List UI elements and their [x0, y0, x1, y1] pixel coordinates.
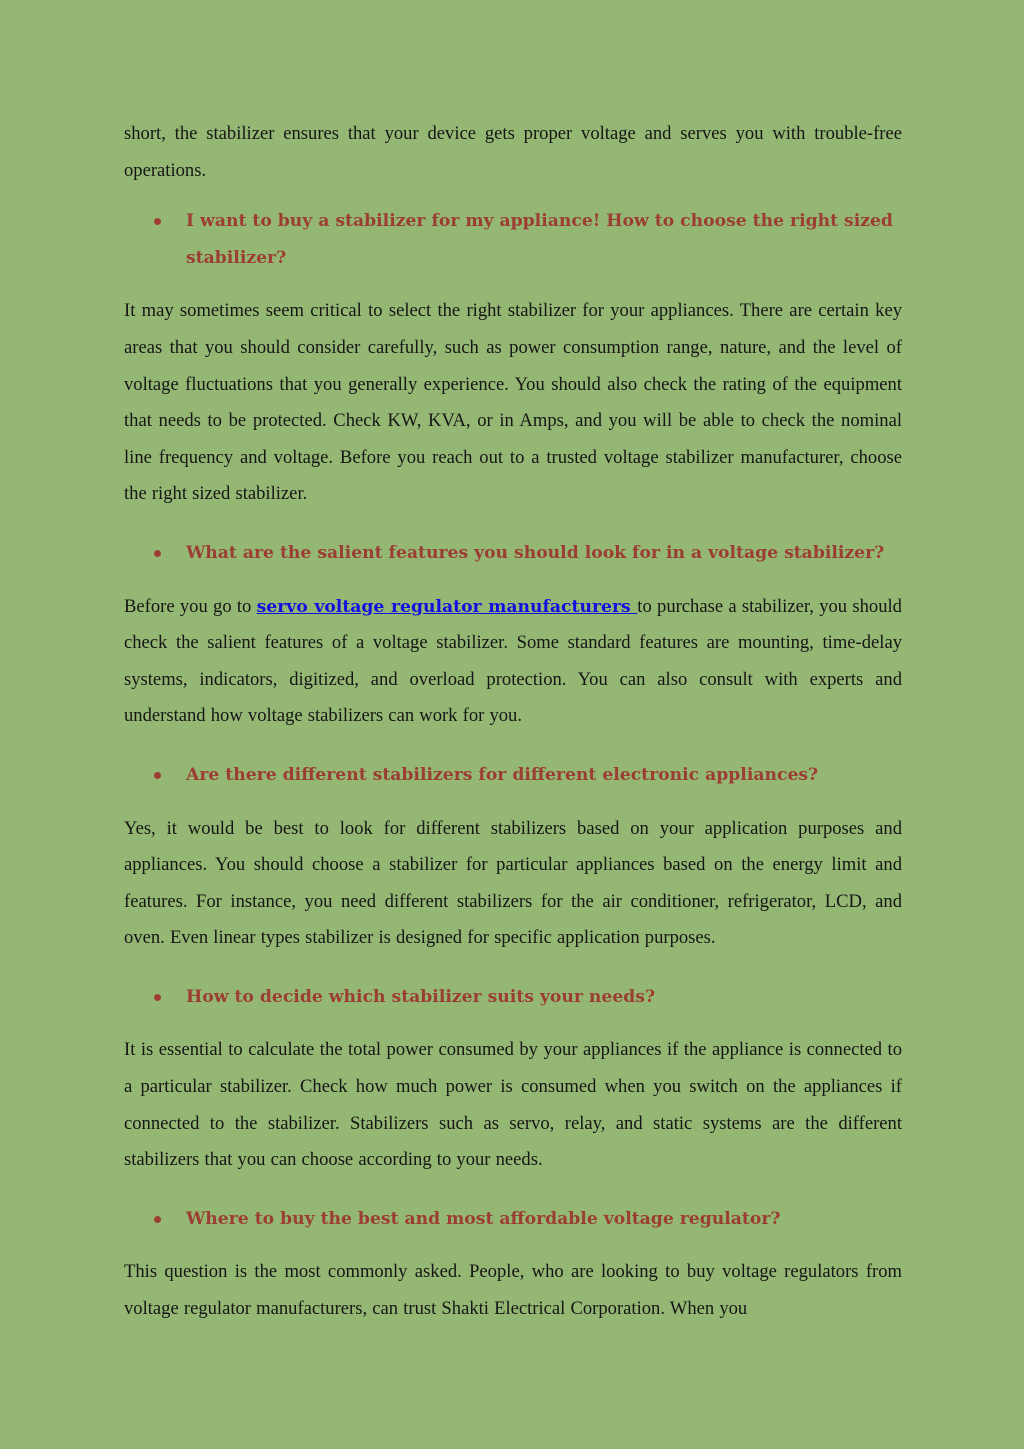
faq-answer-5: This question is the most commonly asked. People, who are looking to buy voltage regulators from voltage regulator manufacturers, can trust Shakti Electrical Corporation. When you [124, 1261, 902, 1320]
faq-heading-text: I want to buy a stabilizer for my appliance! How to choose the right sized stabilizer? [186, 211, 893, 268]
faq-heading-text: What are the salient features you should look for in a voltage stabilizer? [186, 542, 885, 563]
servo-voltage-regulator-link[interactable]: servo voltage regulator manufacturers [256, 596, 638, 617]
faq-answer-2 [124, 589, 902, 735]
faq-heading-text: Where to buy the best and most affordable voltage regulator? [186, 1208, 781, 1229]
faq-heading-1 [124, 203, 902, 276]
answer-text-after-link: to purchase a stabilizer, you should check the salient features of a voltage stabilizer. Some standard features are mounting, time-delay systems, indicators, digitized, and overload protection. You can also consult with experts and understand how voltage stabilizers can work for you. [124, 595, 902, 727]
faq-heading-text: How to decide which stabilizer suits your needs? [186, 986, 656, 1007]
faq-answer-3: Yes, it would be best to look for different stabilizers based on your application purposes and appliances. You should choose a stabilizer for particular appliances based on the energy limit and features. For instance, you need different stabilizers for the air conditioner, refrigerator, LCD, and oven. Even linear types stabilizer is designed for specific application purposes. [124, 817, 902, 949]
bullet-icon [154, 1216, 161, 1223]
bullet-icon [154, 772, 161, 779]
faq-answer-4: It is essential to calculate the total power consumed by your appliances if the appliance is connected to a particular stabilizer. Check how much power is consumed when you switch on the appliances if connected to the stabilizer. Stabilizers such as servo, relay, and static systems are the different stabilizers that you can choose according to your needs. [124, 1039, 902, 1171]
document-content [124, 116, 902, 1328]
bullet-icon [154, 994, 161, 1001]
faq-heading-2 [124, 535, 902, 572]
faq-heading-text: Are there different stabilizers for different electronic appliances? [186, 764, 819, 785]
faq-heading-3 [124, 757, 902, 794]
answer-text-before-link: Before you go to [124, 595, 257, 617]
faq-heading-4 [124, 979, 902, 1016]
faq-answer-1: It may sometimes seem critical to select the right stabilizer for your appliances. There are certain key areas that you should consider carefully, such as power consumption range, nature, and the level of voltage fluctuations that you generally experience. You should also check the rating of the equipment that needs to be protected. Check KW, KVA, or in Amps, and you will be able to check the nominal line frequency and voltage. Before you reach out to a trusted voltage stabilizer manufacturer, choose the right sized stabilizer. [124, 300, 902, 505]
intro-paragraph: short, the stabilizer ensures that your device gets proper voltage and serves you with trouble-free operations. [124, 123, 902, 181]
faq-heading-5 [124, 1201, 902, 1238]
bullet-icon [154, 550, 161, 557]
bullet-icon [154, 218, 161, 225]
